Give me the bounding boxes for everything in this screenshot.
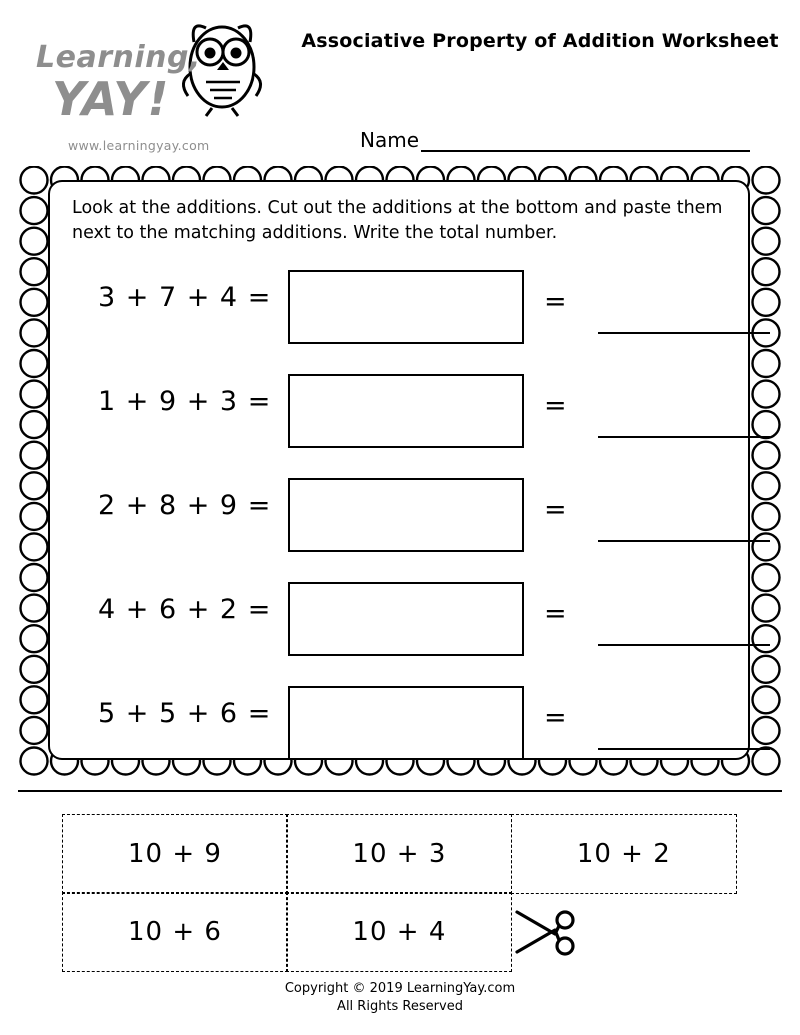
name-field-row [360,128,750,152]
equals-sign: = [544,598,567,629]
problem-list [50,260,752,780]
answer-write-line[interactable] [598,436,770,438]
problem-expression: 3 + 7 + 4 = [98,282,272,313]
cutout-tile[interactable]: 10 + 9 [62,814,288,894]
section-divider [18,790,782,792]
paste-answer-box[interactable] [288,374,524,448]
cutout-section [62,814,742,972]
equals-sign: = [544,286,567,317]
problem-expression: 2 + 8 + 9 = [98,490,272,521]
paste-answer-box[interactable] [288,686,524,760]
paste-answer-box[interactable] [288,270,524,344]
problem-expression: 1 + 9 + 3 = [98,386,272,417]
worksheet-panel-inner [48,180,750,760]
cutout-tile[interactable]: 10 + 4 [286,892,512,972]
scissors-icon [511,904,581,960]
brand-logo [22,10,282,160]
logo-text-learning: Learning, [36,40,201,75]
cutout-row [62,814,742,894]
logo-text-yay: YAY! [52,72,170,126]
copyright-text: Copyright © 2019 LearningYay.com [284,981,516,996]
problem-row [50,572,752,676]
rights-text: All Rights Reserved [337,998,463,1014]
problem-expression: 4 + 6 + 2 = [98,594,272,625]
equals-sign: = [544,494,567,525]
cutout-tile[interactable]: 10 + 2 [511,814,737,894]
instructions-text: Look at the additions. Cut out the additions at the bottom and paste them next to the matching additions. Write the total number. [72,198,723,244]
worksheet-panel [18,166,782,779]
paste-answer-box[interactable] [288,582,524,656]
cutout-tile[interactable]: 10 + 3 [286,814,512,894]
problem-row [50,468,752,572]
answer-write-line[interactable] [598,332,770,334]
name-input-line[interactable] [421,128,750,152]
scissors-cell [511,892,737,972]
cutout-row [62,892,742,972]
problem-row [50,260,752,364]
page-header [0,0,800,165]
answer-write-line[interactable] [598,540,770,542]
logo-website-url: www.learningyay.com [68,138,210,153]
name-label: Name [360,128,420,152]
equals-sign: = [544,390,567,421]
answer-write-line[interactable] [598,748,770,750]
cutout-tile[interactable]: 10 + 6 [62,892,288,972]
page-footer [0,980,800,1015]
equals-sign: = [544,702,567,733]
problem-expression: 5 + 5 + 6 = [98,698,272,729]
page-title: Associative Property of Addition Worksheet [301,30,779,52]
answer-write-line[interactable] [598,644,770,646]
problem-row [50,676,752,780]
problem-row [50,364,752,468]
paste-answer-box[interactable] [288,478,524,552]
